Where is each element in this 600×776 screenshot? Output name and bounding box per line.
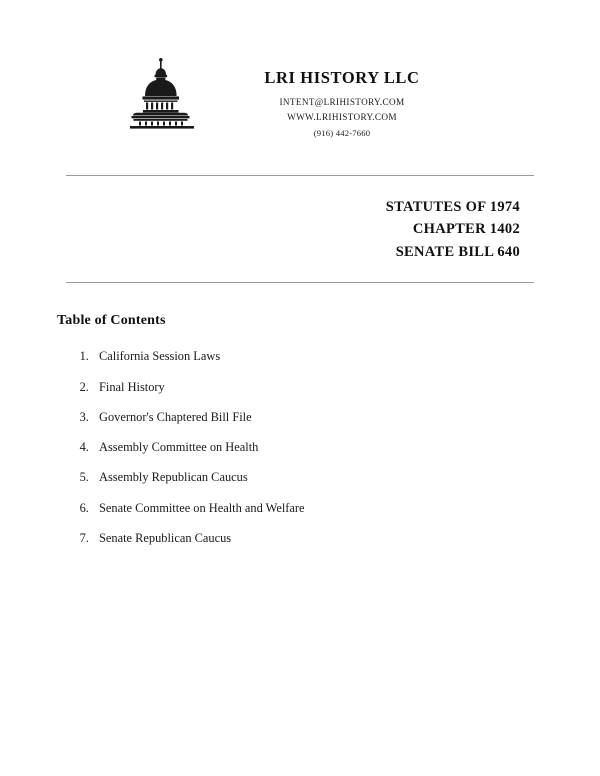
divider-bottom	[66, 282, 534, 283]
capitol-dome-icon	[123, 58, 201, 130]
table-of-contents-heading: Table of Contents	[57, 313, 166, 329]
table-of-contents-list	[0, 348, 600, 546]
list-item[interactable]: 1. California Session Laws	[92, 348, 600, 365]
letterhead	[0, 0, 600, 143]
contact-website: WWW.LRIHISTORY.COM	[287, 112, 397, 122]
contact-email: INTENT@LRIHISTORY.COM	[279, 97, 405, 107]
list-item[interactable]: 5. Assembly Republican Caucus	[92, 469, 600, 486]
chapter-number: CHAPTER 1402	[412, 221, 520, 238]
company-name: LRI HISTORY LLC	[264, 68, 420, 87]
list-item[interactable]: 3. Governor's Chaptered Bill File	[92, 409, 600, 426]
list-item[interactable]: 6. Senate Committee on Health and Welfare	[92, 500, 600, 517]
list-item[interactable]: 7. Senate Republican Caucus	[92, 530, 600, 547]
statutes-year: STATUTES OF 1974	[385, 199, 520, 215]
list-item[interactable]: 2. Final History	[92, 379, 600, 396]
list-item[interactable]: 4. Assembly Committee on Health	[92, 439, 600, 456]
contact-phone: (916) 442-7660	[313, 128, 371, 138]
title-block	[0, 176, 600, 263]
masthead	[207, 56, 477, 143]
bill-number: SENATE BILL 640	[395, 243, 520, 260]
